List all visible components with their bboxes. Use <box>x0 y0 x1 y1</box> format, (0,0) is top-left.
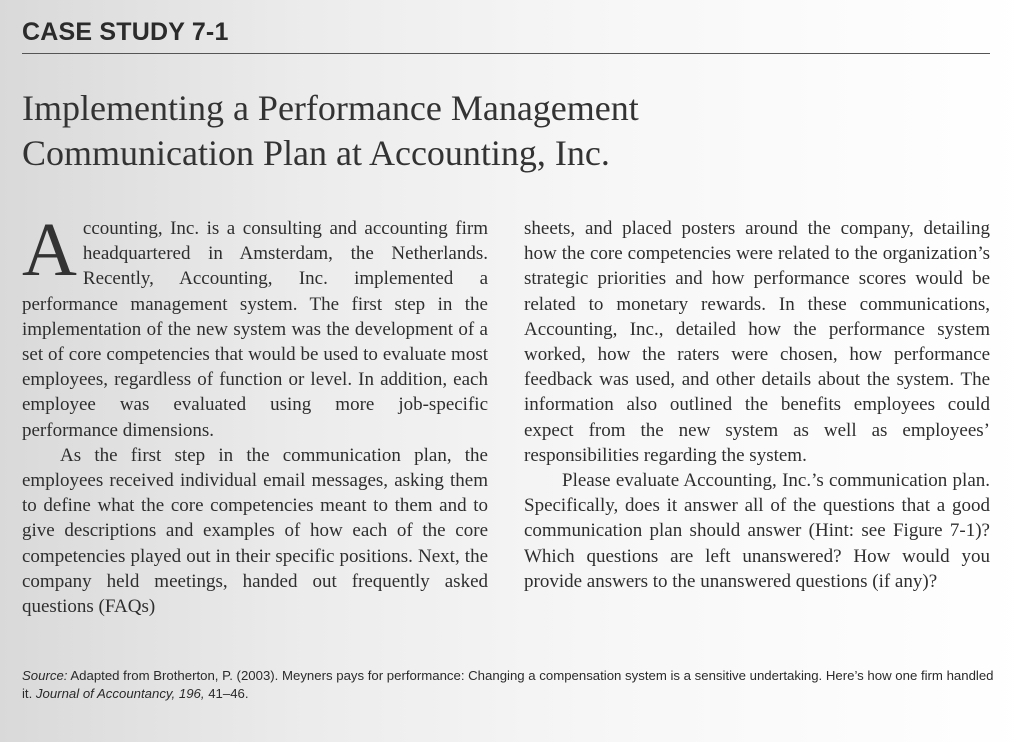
body-column-right <box>524 216 990 594</box>
body-column-left <box>22 208 488 619</box>
source-journal: Journal of Accountancy, <box>35 685 176 701</box>
source-volume: 196, <box>178 685 205 701</box>
source-pages: 41–46. <box>204 685 249 701</box>
title-line-2: Communication Plan at Accounting, Inc. <box>22 133 610 173</box>
title-line-1: Implementing a Performance Management <box>22 88 639 128</box>
source-label: Source: <box>22 668 68 683</box>
body-paragraph-2-continued: sheets, and placed posters around the company, detailing how the core competencies were related to the organization’s strategic priorities and how performance scores would be related to monetary rewards. In these communications, Accounting, Inc., detailed how the performance system worked, how the raters were chosen, how performance feedback was used, and other details about the system. The information also outlined the benefits employees could expect from the new system as well as employees’ responsibilities regarding the system. <box>524 218 990 466</box>
paragraph-1-text: ccounting, Inc. is a consulting and accounting firm headquartered in Amsterdam, the Netherlands. Recently, Accounting, Inc. implemented a performance management system. The first step in the implementation of the new system was the development of a set of core competencies that would be used to evaluate most employees, regardless of function or level. In addition, each employee was evaluated using more job-specific performance dimensions. <box>22 218 488 441</box>
source-text: Adapted from Brotherton, P. (2003). Meyners pays for performance: Changing a compensation system is a sensitive undertaking. Here’s how one firm handled it. <box>22 668 994 701</box>
header-rule <box>22 53 990 54</box>
body-paragraph-3: Please evaluate Accounting, Inc.’s communication plan. Specifically, does it answer all of the questions that a good communication plan should answer (Hint: see Figure 7-1)? Which questions are left unanswered? How would you provide answers to the unanswered questions (if any)? <box>524 470 990 592</box>
source-citation <box>22 667 1002 702</box>
body-paragraph-1 <box>22 208 488 443</box>
body-paragraph-2-start: As the first step in the communication plan, the employees received individual email messages, asking them to define what the core competencies meant to them and to give descriptions and examples of how each of the core competencies played out in their specific positions. Next, the company held meetings, handed out frequently asked questions (FAQs) <box>22 444 488 618</box>
case-study-label: CASE STUDY 7-1 <box>22 18 229 46</box>
drop-cap: A <box>22 208 77 292</box>
case-study-title <box>22 86 982 176</box>
